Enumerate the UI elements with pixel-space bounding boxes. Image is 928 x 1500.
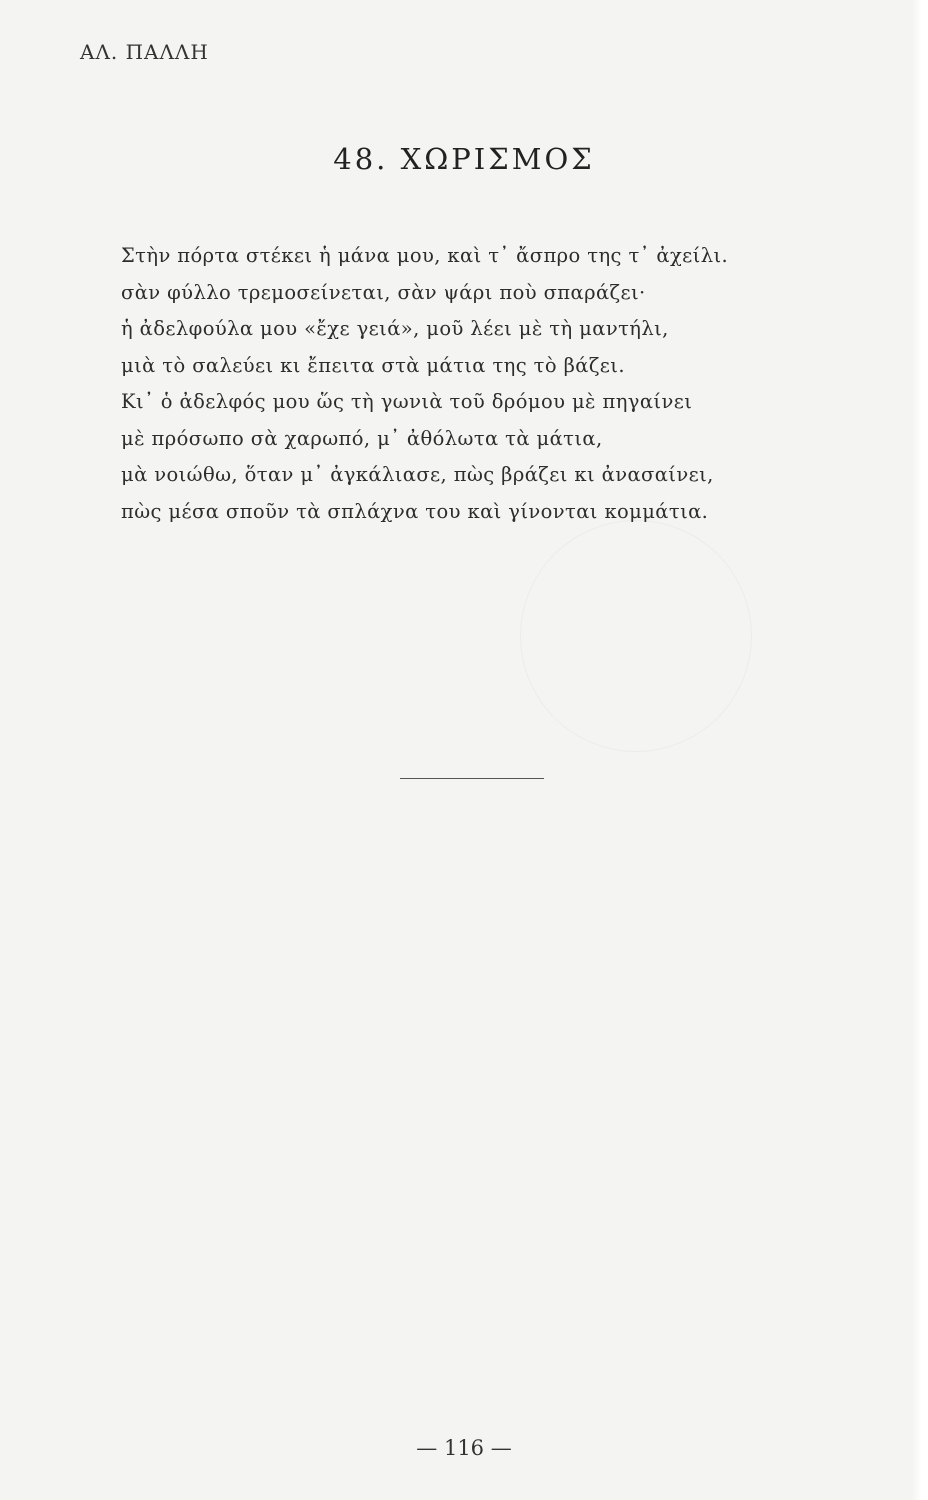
- poem-line: μιὰ τὸ σαλεύει κι ἔπειτα στὰ μάτια της τὸ βάζει.: [121, 353, 625, 377]
- page-number: — 116 —: [416, 1436, 512, 1460]
- poem-title: 48. ΧΩΡΙΣΜΟΣ: [333, 142, 595, 176]
- poem-line: πὼς μέσα σποῦν τὰ σπλάχνα του καὶ γίνονται κομμάτια.: [121, 499, 709, 523]
- bleed-through-stamp: [520, 520, 752, 752]
- poem-line: μὲ πρόσωπο σὰ χαρωπό, μ᾽ ἀθόλωτα τὰ μάτια,: [121, 426, 603, 450]
- poem-line: σὰν φύλλο τρεμοσείνεται, σὰν ψάρι ποὺ σπαράζει·: [121, 280, 646, 304]
- poem-line: μὰ νοιώθω, ὅταν μ᾽ ἀγκάλιασε, πὼς βράζει κι ἀνασαίνει,: [121, 463, 714, 486]
- poem-line: ἡ ἀδελφούλα μου «ἔχε γειά», μοῦ λέει μὲ τὴ μαντήλι,: [121, 317, 669, 340]
- section-divider: [400, 778, 544, 779]
- poem-line: Στὴν πόρτα στέκει ἡ μάνα μου, καὶ τ᾽ ἄσπρο της τ᾽ ἀχείλι.: [121, 244, 729, 267]
- poem-body: [121, 238, 861, 530]
- running-head: ΑΛ. ΠΑΛΛΗ: [80, 40, 209, 64]
- poem-line: Κι᾽ ὁ ἀδελφός μου ὥς τὴ γωνιὰ τοῦ δρόμου μὲ πηγαίνει: [121, 390, 693, 413]
- page-edge: [912, 0, 928, 1500]
